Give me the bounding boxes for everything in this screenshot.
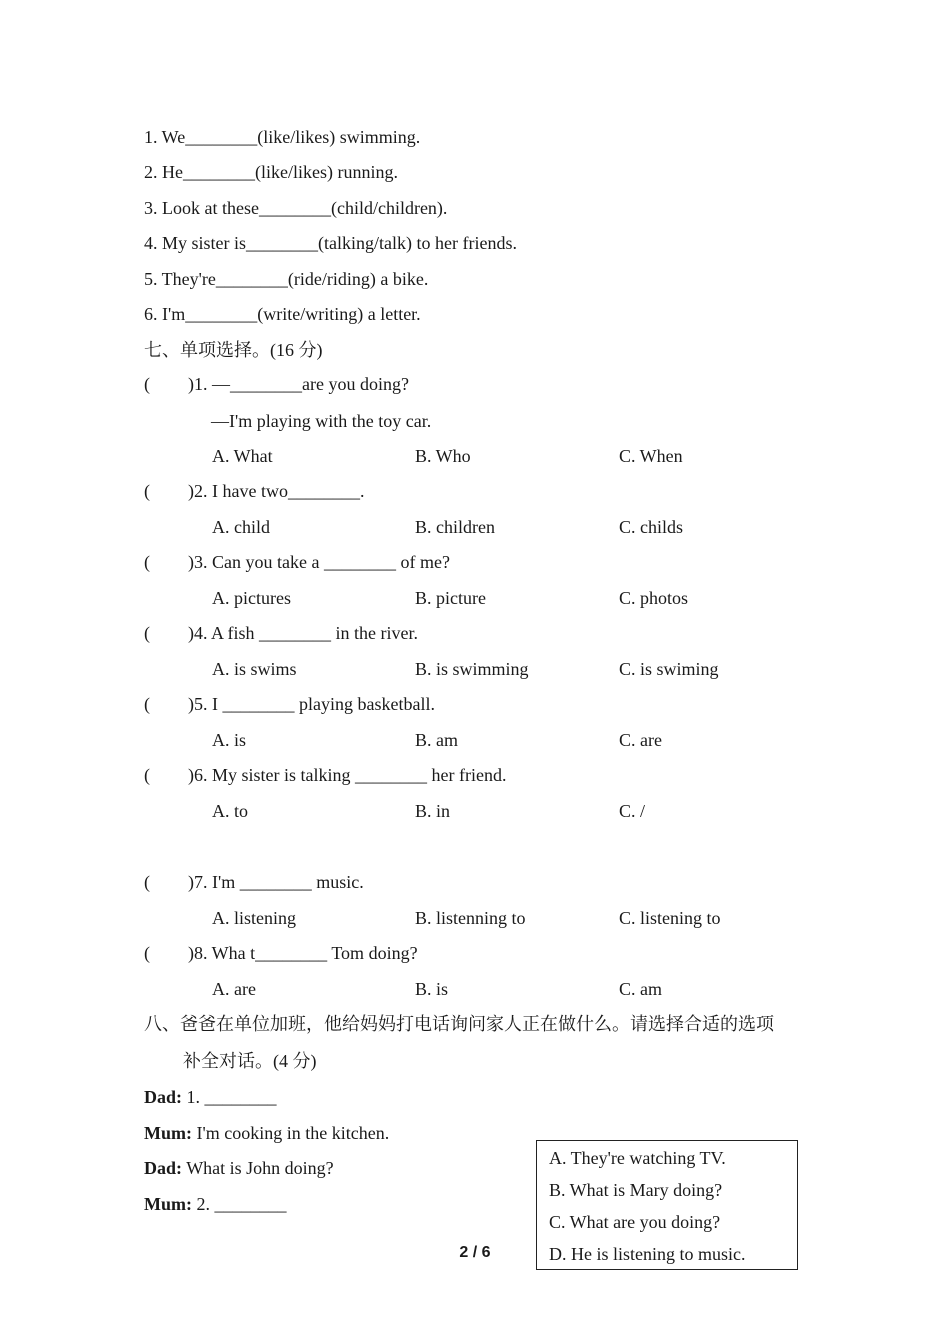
dialog-text: 1. ________	[182, 1087, 277, 1107]
question-text: )8. Wha t________ Tom doing?	[188, 943, 418, 963]
option-c: C. are	[619, 730, 662, 750]
dialog-line-3	[144, 1157, 334, 1179]
question-text: )5. I ________ playing basketball.	[188, 694, 435, 714]
question-extra: —I'm playing with the toy car.	[211, 411, 432, 431]
dialog-line-4	[144, 1193, 287, 1215]
option-b: B. children	[415, 517, 495, 537]
speaker-label: Mum:	[144, 1123, 192, 1143]
option-c: C. am	[619, 979, 662, 999]
option-b: B. is	[415, 979, 449, 999]
answer-paren: (	[144, 694, 150, 714]
option-a: A. are	[212, 979, 256, 999]
answer-paren: (	[144, 943, 150, 963]
answer-paren: (	[144, 481, 150, 501]
option-c: C. childs	[619, 517, 684, 537]
option-b: B. listenning to	[415, 908, 526, 928]
dialog-text: 2. ________	[192, 1194, 287, 1214]
option-b: B. picture	[415, 588, 486, 608]
choice-c: C. What are you doing?	[549, 1212, 721, 1232]
option-c: C. photos	[619, 588, 689, 608]
choice-a: A. They're watching TV.	[549, 1148, 726, 1168]
choice-b: B. What is Mary doing?	[549, 1180, 723, 1200]
option-a: A. child	[212, 517, 270, 537]
answer-paren: (	[144, 374, 150, 394]
speaker-label: Mum:	[144, 1194, 192, 1214]
question-text: )4. A fish ________ in the river.	[188, 623, 418, 643]
answer-paren: (	[144, 765, 150, 785]
speaker-label: Dad:	[144, 1158, 183, 1178]
option-c: C. listening to	[619, 908, 721, 928]
question-text: )1. —________are you doing?	[188, 374, 409, 394]
option-b: B. is swimming	[415, 659, 529, 679]
option-a: A. listening	[212, 908, 296, 928]
option-c: C. When	[619, 446, 683, 466]
fill-in-line-1: 1. We________(like/likes) swimming.	[144, 127, 421, 147]
dialog-text: What is John doing?	[182, 1158, 334, 1178]
dialog-text: I'm cooking in the kitchen.	[192, 1123, 390, 1143]
option-a: A. What	[212, 446, 273, 466]
option-b: B. in	[415, 801, 451, 821]
dialog-line-1	[144, 1086, 277, 1108]
fill-in-line-3: 3. Look at these________(child/children).	[144, 198, 448, 218]
answer-paren: (	[144, 872, 150, 892]
choice-d: D. He is listening to music.	[549, 1244, 746, 1264]
section8-title-line2: 补全对话。(4 分)	[183, 1051, 317, 1071]
answer-paren: (	[144, 623, 150, 643]
answer-paren: (	[144, 552, 150, 572]
question-text: )3. Can you take a ________ of me?	[188, 552, 450, 572]
page-number: 2 / 6	[459, 1244, 491, 1261]
option-a: A. pictures	[212, 588, 291, 608]
fill-in-line-4: 4. My sister is________(talking/talk) to her friends.	[144, 233, 517, 253]
section8-title-line1: 八、爸爸在单位加班，他给妈妈打电话询问家人正在做什么。请选择合适的选项	[144, 1014, 774, 1034]
speaker-label: Dad:	[144, 1087, 183, 1107]
option-a: A. to	[212, 801, 248, 821]
option-b: B. am	[415, 730, 458, 750]
fill-in-line-6: 6. I'm________(write/writing) a letter.	[144, 304, 421, 324]
question-text: )7. I'm ________ music.	[188, 872, 364, 892]
option-a: A. is swims	[212, 659, 297, 679]
option-c: C. is swiming	[619, 659, 719, 679]
fill-in-line-5: 5. They're________(ride/riding) a bike.	[144, 269, 429, 289]
section7-title: 七、单项选择。(16 分)	[144, 340, 323, 360]
option-b: B. Who	[415, 446, 471, 466]
question-text: )2. I have two________.	[188, 481, 365, 501]
option-a: A. is	[212, 730, 247, 750]
dialog-line-2	[144, 1122, 389, 1144]
question-text: )6. My sister is talking ________ her friend.	[188, 765, 507, 785]
option-c: C. /	[619, 801, 646, 821]
fill-in-line-2: 2. He________(like/likes) running.	[144, 162, 398, 182]
